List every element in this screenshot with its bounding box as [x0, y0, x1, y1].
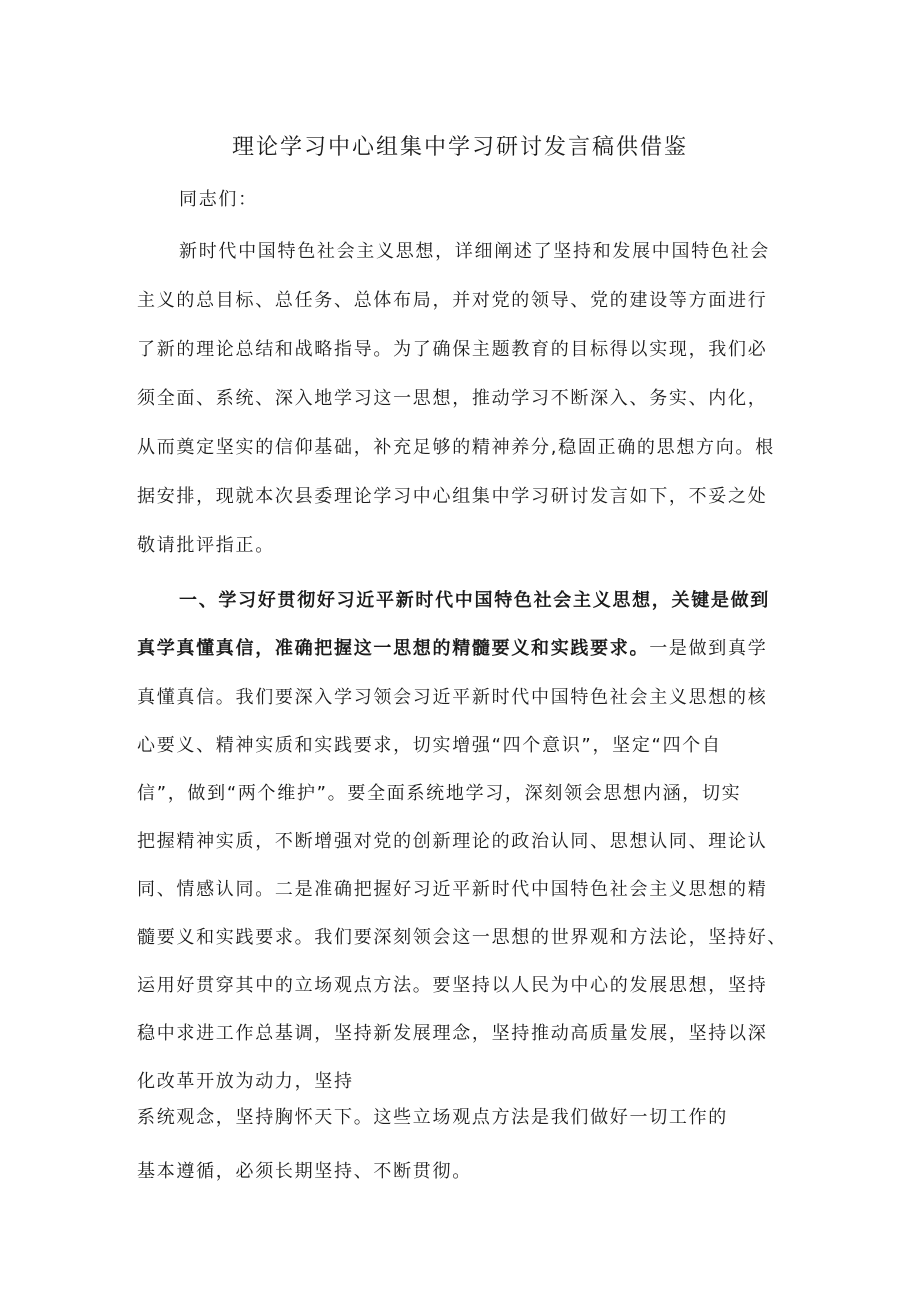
paragraph-line: 真懂真信。我们要深入学习领会习近平新时代中国特色社会主义思想的核 — [137, 687, 768, 708]
paragraph-line: 把握精神实质，不断增强对党的创新理论的政治认同、思想认同、理论认 — [137, 831, 768, 852]
paragraph-line: 须全面、系统、深入地学习这一思想，推动学习不断深入、务实、内化， — [137, 388, 768, 409]
section-heading-bold: 真学真懂真信，准确把握这一思想的精髓要义和实践要求。 — [137, 638, 650, 659]
paragraph-line: 同、情感认同。二是准确把握好习近平新时代中国特色社会主义思想的精 — [137, 879, 768, 900]
paragraph-line: 运用好贯穿其中的立场观点方法。要坚持以人民为中心的发展思想，坚持 — [137, 975, 768, 996]
paragraph-line: 新时代中国特色社会主义思想，详细阐述了坚持和发展中国特色社会 — [179, 241, 770, 262]
paragraph-line: 系统观念，坚持胸怀天下。这些立场观点方法是我们做好一切工作的 — [137, 1107, 728, 1128]
paragraph-line: 基本遵循，必须长期坚持、不断贯彻。 — [137, 1161, 472, 1182]
document-title: 理论学习中心组集中学习研讨发言稿供借鉴 — [231, 135, 688, 160]
section-heading-continued — [137, 634, 767, 660]
section-text: 一是做到真学 — [649, 638, 768, 659]
paragraph-line: 化改革开放为动力，坚持 — [137, 1071, 354, 1092]
paragraph-line: 稳中求进工作总基调，坚持新发展理念，坚持推动高质量发展，坚持以深 — [137, 1023, 768, 1044]
paragraph-line: 主义的总目标、总任务、总体布局，并对党的领导、党的建设等方面进行 — [137, 290, 768, 311]
paragraph-line: 信”，做到“两个维护”。要全面系统地学习，深刻领会思想内涵，切实 — [137, 783, 742, 804]
salutation: 同志们： — [179, 189, 258, 210]
paragraph-line: 据安排，现就本次县委理论学习中心组集中学习研讨发言如下，不妥之处 — [137, 486, 768, 507]
paragraph-line: 髓要义和实践要求。我们要深刻领会这一思想的世界观和方法论，坚持好、 — [137, 927, 788, 948]
paragraph-line: 心要义、精神实质和实践要求，切实增强“四个意识”，坚定“四个自 — [137, 735, 722, 756]
section-heading: 一、学习好贯彻好习近平新时代中国特色社会主义思想，关键是做到 — [179, 590, 770, 611]
paragraph-line: 从而奠定坚实的信仰基础，补充足够的精神养分,稳固正确的思想方向。根 — [137, 437, 775, 458]
paragraph-line: 敬请批评指正。 — [137, 535, 275, 556]
paragraph-line: 了新的理论总结和战略指导。为了确保主题教育的目标得以实现，我们必 — [137, 339, 768, 360]
